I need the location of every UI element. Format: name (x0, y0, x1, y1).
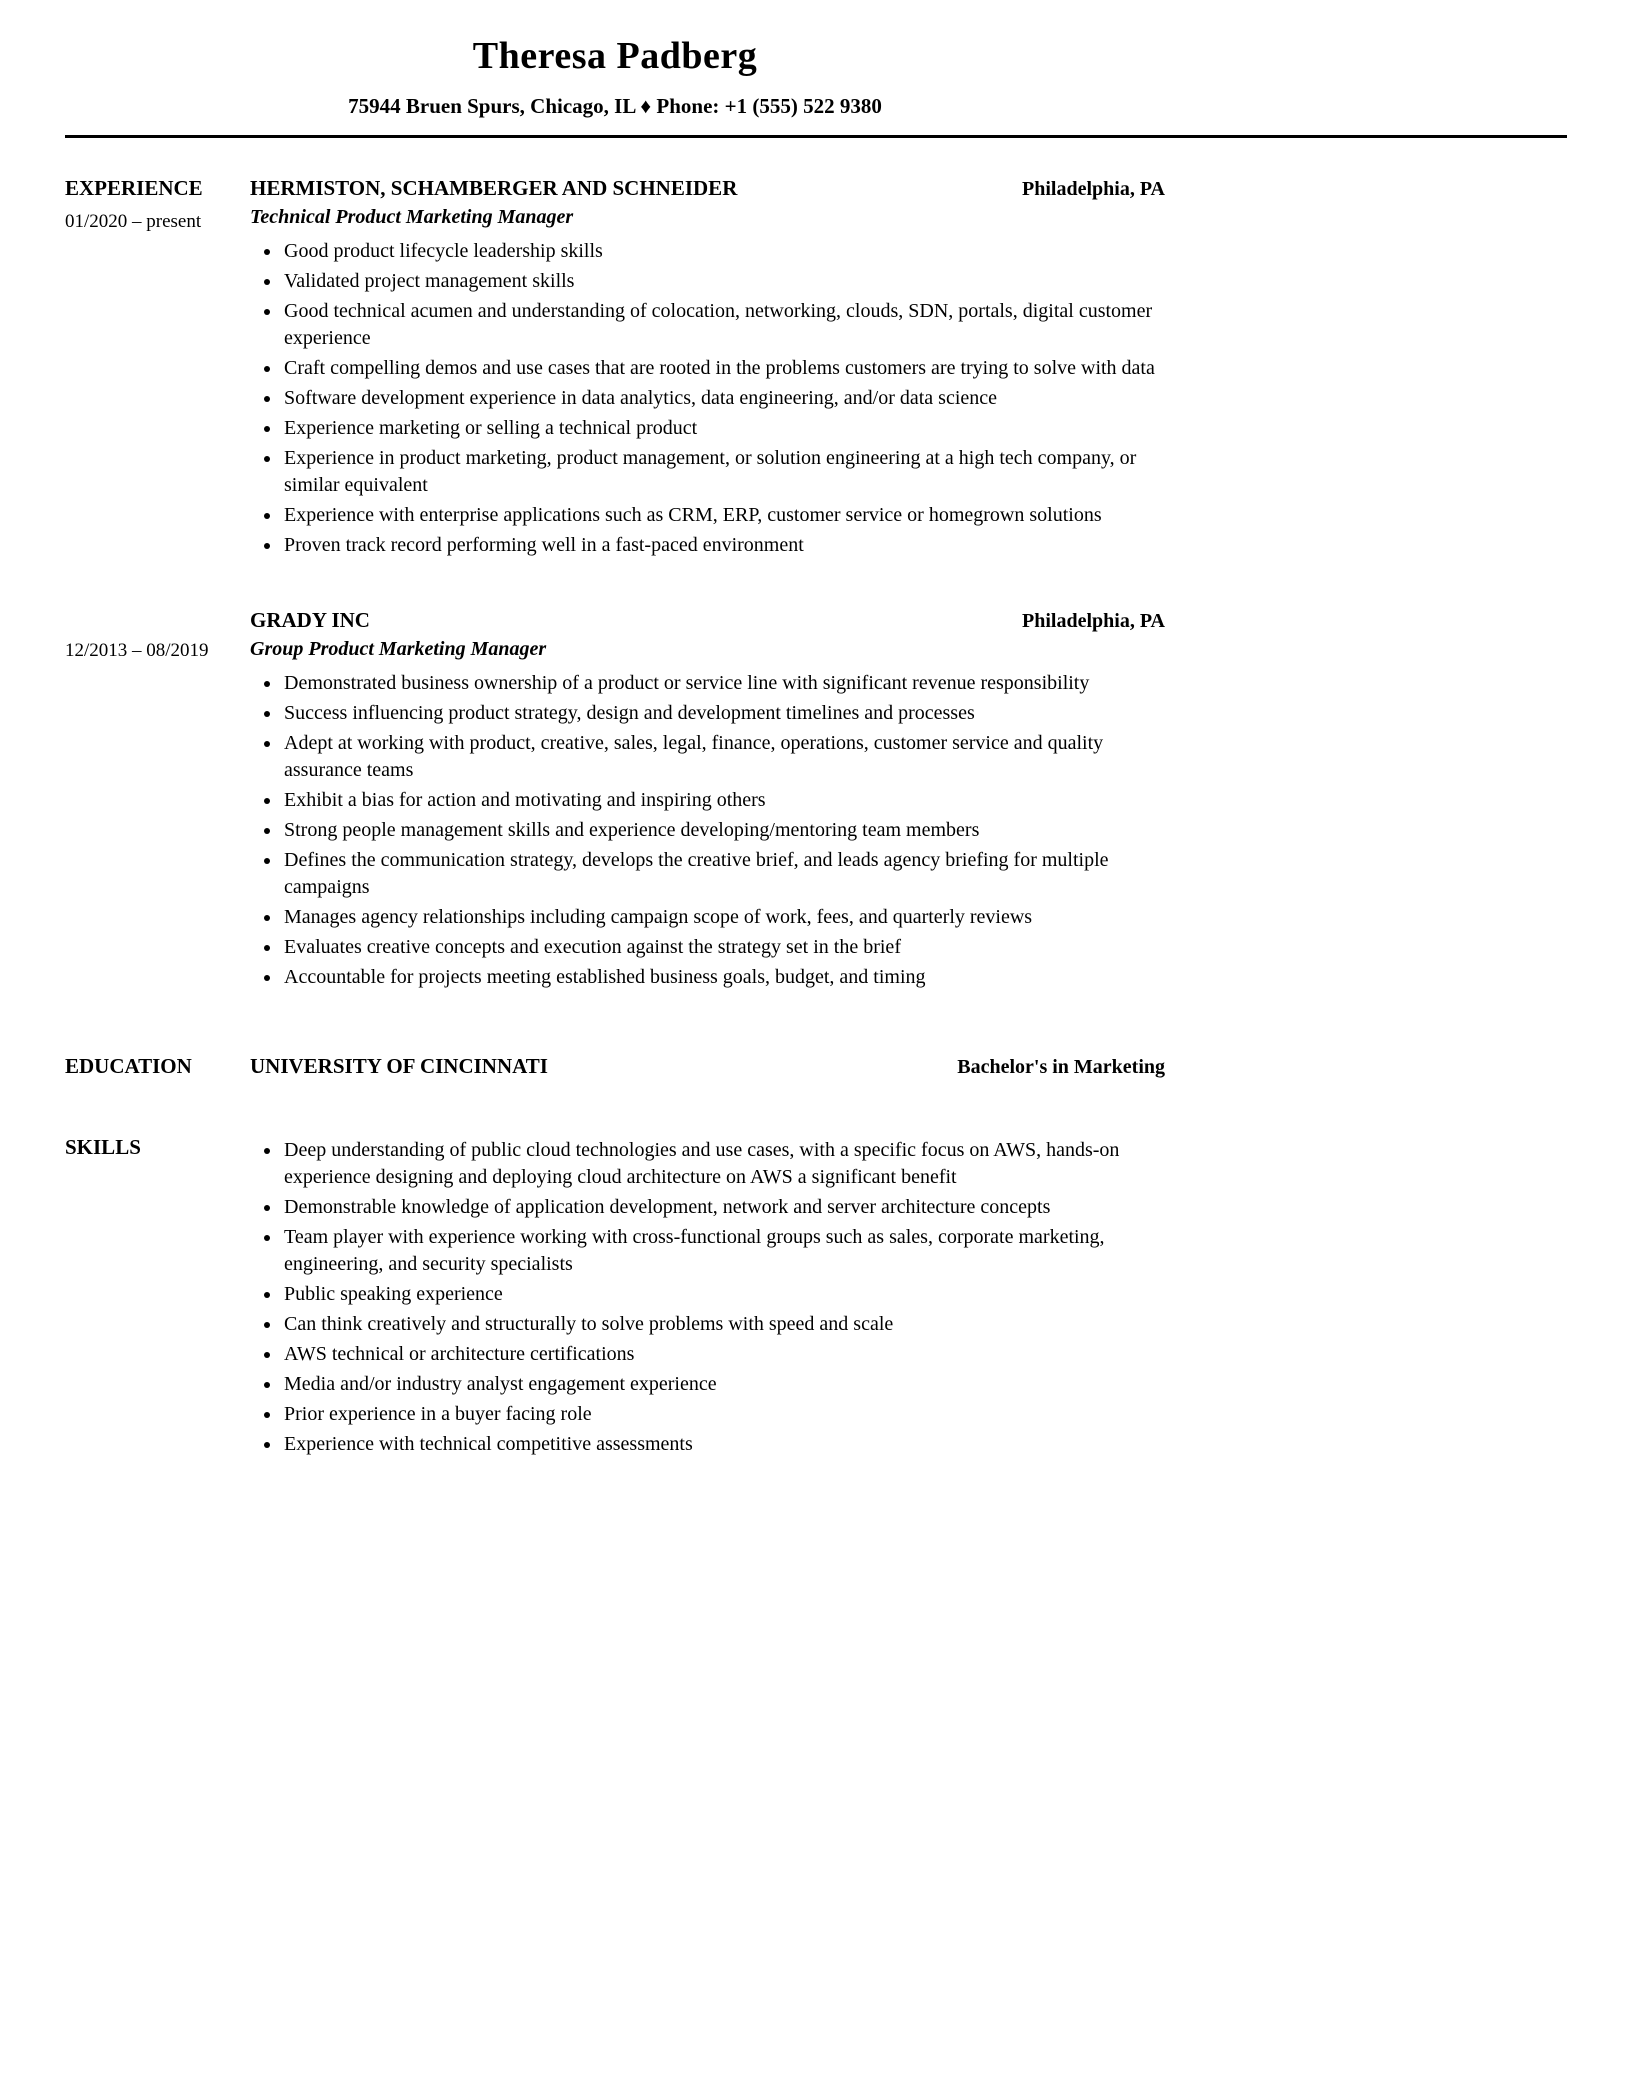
section-label-experience: EXPERIENCE (65, 176, 203, 200)
job-bullet-list (250, 238, 1165, 559)
experience-left-column (65, 608, 250, 994)
experience-bullet: • Strong people management skills and experience developing/mentoring team members (282, 817, 1165, 844)
skills-entry (250, 1135, 1165, 1461)
education-header (250, 1054, 1165, 1079)
skills-section (65, 1135, 1165, 1461)
section-label-education: EDUCATION (65, 1054, 192, 1078)
experience-bullet: • Experience marketing or selling a technical product (282, 415, 1165, 442)
skill-bullet: • Prior experience in a buyer facing role (282, 1401, 1165, 1428)
experience-bullet: • Success influencing product strategy, design and development timelines and processes (282, 700, 1165, 727)
experience-left-column (65, 176, 250, 562)
job-title: Technical Product Marketing Manager (250, 206, 574, 228)
company-name: HERMISTON, SCHAMBERGER AND SCHNEIDER (250, 176, 738, 200)
job-location: Philadelphia, PA (1022, 178, 1165, 200)
job-title: Group Product Marketing Manager (250, 638, 547, 660)
job-entry (250, 176, 1165, 562)
degree: Bachelor's in Marketing (957, 1056, 1165, 1078)
candidate-name: Theresa Padberg (472, 35, 758, 77)
job-location: Philadelphia, PA (1022, 610, 1165, 632)
skill-bullet: • Public speaking experience (282, 1281, 1165, 1308)
experience-bullet: • Manages agency relationships including campaign scope of work, fees, and quarterly reviews (282, 904, 1165, 931)
company-name: GRADY INC (250, 608, 370, 632)
skill-bullet: • Media and/or industry analyst engagement experience (282, 1371, 1165, 1398)
skill-bullet: • Demonstrable knowledge of application development, network and server architecture concepts (282, 1194, 1165, 1221)
education-left-column (65, 1054, 250, 1079)
experience-bullet: • Accountable for projects meeting established business goals, budget, and timing (282, 964, 1165, 991)
skill-bullet: • Can think creatively and structurally to solve problems with speed and scale (282, 1311, 1165, 1338)
experience-bullet: • Adept at working with product, creative, sales, legal, finance, operations, customer service and quality assurance teams (282, 730, 1165, 784)
header-divider (65, 135, 1567, 138)
skill-bullet: • Experience with technical competitive assessments (282, 1431, 1165, 1458)
experience-job2-section (65, 608, 1165, 994)
skill-bullet: • Team player with experience working with cross-functional groups such as sales, corporate marketing, engineering, and security specialists (282, 1224, 1165, 1278)
resume-header (65, 34, 1165, 119)
job-dates: 01/2020 – present (65, 211, 202, 232)
education-entry (250, 1054, 1165, 1079)
experience-bullet: • Defines the communication strategy, develops the creative brief, and leads agency briefing for multiple campaigns (282, 847, 1165, 901)
experience-bullet: • Good technical acumen and understanding of colocation, networking, clouds, SDN, portals, digital customer experience (282, 298, 1165, 352)
job-bullet-list (250, 670, 1165, 991)
job-header (250, 176, 1165, 201)
experience-bullet: • Demonstrated business ownership of a product or service line with significant revenue responsibility (282, 670, 1165, 697)
contact-line: 75944 Bruen Spurs, Chicago, IL ♦ Phone: +1 (555) 522 9380 (348, 94, 882, 118)
skills-left-column (65, 1135, 250, 1461)
skill-bullet: • Deep understanding of public cloud technologies and use cases, with a specific focus on AWS, hands-on experience designing and deploying cloud architecture on AWS a significant benefit (282, 1137, 1165, 1191)
experience-section (65, 176, 1165, 562)
experience-bullet: • Good product lifecycle leadership skills (282, 238, 1165, 265)
experience-bullet: • Exhibit a bias for action and motivating and inspiring others (282, 787, 1165, 814)
job-entry (250, 608, 1165, 994)
experience-bullet: • Validated project management skills (282, 268, 1165, 295)
skill-bullet: • AWS technical or architecture certifications (282, 1341, 1165, 1368)
school-name: UNIVERSITY OF CINCINNATI (250, 1054, 548, 1078)
experience-bullet: • Experience with enterprise applications such as CRM, ERP, customer service or homegrown solutions (282, 502, 1165, 529)
skills-bullet-list (250, 1137, 1165, 1458)
experience-bullet: • Experience in product marketing, product management, or solution engineering at a high tech company, or similar equivalent (282, 445, 1165, 499)
experience-bullet: • Craft compelling demos and use cases that are rooted in the problems customers are trying to solve with data (282, 355, 1165, 382)
section-label-skills: SKILLS (65, 1135, 141, 1159)
education-section (65, 1054, 1165, 1079)
job-header (250, 608, 1165, 633)
job-dates: 12/2013 – 08/2019 (65, 640, 209, 661)
experience-bullet: • Evaluates creative concepts and execution against the strategy set in the brief (282, 934, 1165, 961)
experience-bullet: • Proven track record performing well in a fast-paced environment (282, 532, 1165, 559)
experience-bullet: • Software development experience in data analytics, data engineering, and/or data science (282, 385, 1165, 412)
